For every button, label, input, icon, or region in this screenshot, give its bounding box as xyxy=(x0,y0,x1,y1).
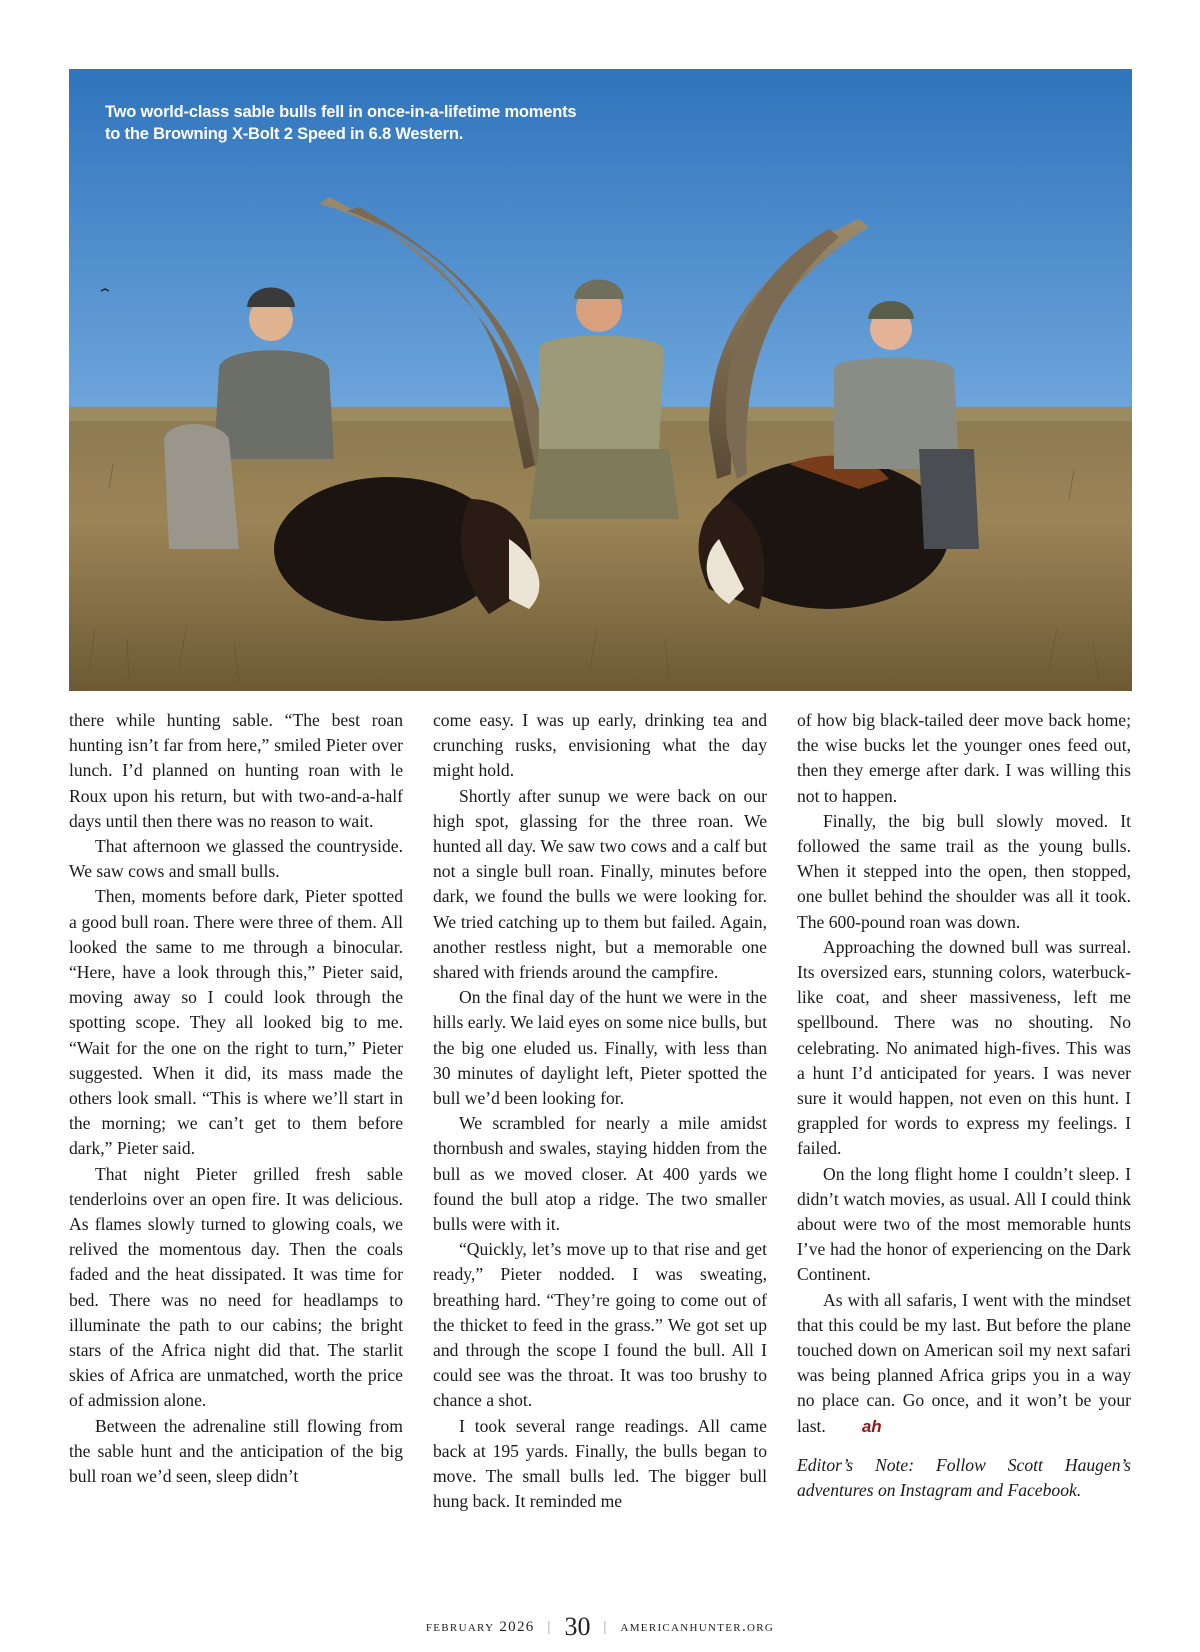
paragraph: On the long flight home I couldn’t sleep. I didn’t watch movies, as usual. All I could think about were two of the most memorable hunts I’ve had the honor of experiencing on the Dark Continent. xyxy=(797,1163,1131,1285)
paragraph: Then, moments before dark, Pieter spotted a good bull roan. There were three of them. All looked the same to me through a binocular. “Here, have a look through this,” Pieter said, moving away so I could look through the spotting scope. They all looked big to me. “Wait for the one on the right to turn,” Pieter suggested. When it did, its mass made the others look small. “This is where we’ll start in the morning; we can’t get to them before dark,” Pieter said. xyxy=(69,886,403,1159)
article-body xyxy=(69,708,1132,1568)
hunting-party-photo xyxy=(69,69,1132,691)
paragraph: come easy. I was up early, drinking tea and crunching rusks, envisioning what the day might hold. xyxy=(433,710,767,781)
paragraph: Finally, the big bull slowly moved. It followed the same trail as the young bulls. When it stepped into the open, then stopped, one bullet behind the shoulder was all it took. The 600-pound roan was down. xyxy=(797,810,1131,932)
paragraph: That afternoon we glassed the countryside. We saw cows and small bulls. xyxy=(69,836,403,882)
caption-line: Two world-class sable bulls fell in once-in-a-lifetime moments xyxy=(105,103,577,121)
photo-caption xyxy=(105,101,665,145)
column-3 xyxy=(797,708,1131,1503)
paragraph: of how big black-tailed deer move back home; the wise bucks let the younger ones feed out, then they emerge after dark. I was willing this not to happen. xyxy=(797,710,1131,806)
paragraph: On the final day of the hunt we were in the hills early. We laid eyes on some nice bulls, but the big one eluded us. Finally, with less than 30 minutes of daylight left, Pieter spotted the bull we’d been looking for. xyxy=(433,987,767,1109)
paragraph: there while hunting sable. “The best roan hunting isn’t far from here,” smiled Pieter over lunch. I’d planned on hunting roan with le Roux upon his return, but with two-and-a-half days until then there was no reason to wait. xyxy=(69,710,403,831)
footer-separator: | xyxy=(547,1619,552,1635)
hero-photo xyxy=(69,69,1132,691)
paragraph: Between the adrenaline still flowing from the sable hunt and the anticipation of the big bull roan we’d seen, sleep didn’t xyxy=(69,1415,403,1487)
paragraph-text: As with all safaris, I went with the mindset that this could be my last. But before the plane touched down on American soil my next safari was being planned Africa grips you in a way no place can. Go once, and it won’t be your last. xyxy=(797,1289,1131,1436)
footer-separator: | xyxy=(603,1619,608,1635)
page-number: 30 xyxy=(564,1612,591,1641)
paragraph: Approaching the downed bull was surreal. Its oversized ears, stunning colors, waterbuck-like coat, and sheer massiveness, left me spellbound. There was no shouting. No celebrating. No animated high-fives. This was a hunt I’d anticipated for years. I was never sure it would happen, not even on this hunt. I grappled for words to express my feelings. I failed. xyxy=(797,936,1131,1159)
page-footer xyxy=(0,1612,1200,1642)
footer-website: americanhunter.org xyxy=(620,1619,775,1635)
column-1 xyxy=(69,708,403,1489)
editor-note: Editor’s Note: Follow Scott Haugen’s adventures on Instagram and Facebook. xyxy=(797,1454,1131,1501)
end-mark-logo: ah xyxy=(861,1416,882,1436)
caption-line: to the Browning X-Bolt 2 Speed in 6.8 Western. xyxy=(105,125,464,143)
footer-issue-date: february 2026 xyxy=(425,1619,535,1635)
paragraph: We scrambled for nearly a mile amidst thornbush and swales, staying hidden from the bull as we moved closer. At 400 yards we found the bull atop a ridge. The two smaller bulls were with it. xyxy=(433,1113,767,1235)
paragraph: That night Pieter grilled fresh sable tenderloins over an open fire. It was delicious. As flames slowly turned to glowing coals, we relived the momentous day. Then the coals faded and the heat dissipated. It was time for bed. There was no need for headlamps to illuminate the path to our cabins; the bright stars of the Africa night did that. The starlit skies of Africa are unmatched, worth the price of admission alone. xyxy=(69,1163,403,1411)
paragraph-final xyxy=(797,1288,1131,1439)
paragraph: “Quickly, let’s move up to that rise and get ready,” Pieter nodded. I was sweating, breathing hard. “They’re going to come out of the thicket to feed in the grass.” We got set up and through the scope I found the bull. All I could see was the throat. It was too brushy to chance a shot. xyxy=(433,1239,767,1411)
column-2 xyxy=(433,708,767,1515)
paragraph: I took several range readings. All came back at 195 yards. Finally, the bulls began to move. The small bulls led. The bigger bull hung back. It reminded me xyxy=(433,1415,767,1512)
paragraph: Shortly after sunup we were back on our high spot, glassing for the three roan. We hunted all day. We saw two cows and a calf but not a single bull roan. Finally, minutes before dark, we found the bulls we were looking for. We tried catching up to them but failed. Again, another restless night, but a memorable one shared with friends around the campfire. xyxy=(433,785,767,983)
